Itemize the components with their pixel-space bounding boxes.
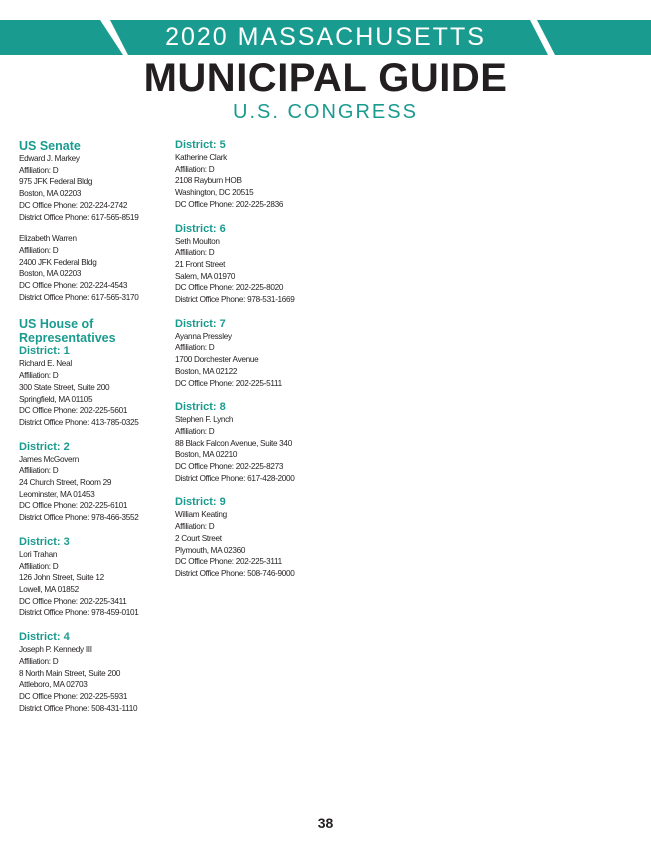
member-dc-phone: DC Office Phone: 202-225-8020 <box>175 283 284 293</box>
member-dc-phone: DC Office Phone: 202-224-4543 <box>19 281 128 291</box>
member-address-line2: Boston, MA 02203 <box>19 189 82 199</box>
district-entry <box>175 223 325 306</box>
member-address-line2: Washington, DC 20515 <box>175 188 254 198</box>
district-entry <box>19 536 169 619</box>
member-name: Katherine Clark <box>175 153 227 162</box>
district-entry <box>19 345 169 428</box>
district-label: District: 3 <box>19 535 70 548</box>
member-dc-phone: DC Office Phone: 202-225-2836 <box>175 199 284 209</box>
district-label: District: 7 <box>175 317 226 330</box>
member-address-line1: 126 John Street, Suite 12 <box>19 573 104 583</box>
member-name: Richard E. Neal <box>19 359 72 369</box>
member-affiliation: Affiliation: D <box>175 522 215 532</box>
district-label: District: 5 <box>175 139 226 151</box>
member-address-line1: 88 Black Falcon Avenue, Suite 340 <box>175 438 292 448</box>
district-entry <box>19 631 169 714</box>
house-heading-line1: US House of <box>19 317 94 332</box>
district-label: District: 9 <box>175 496 226 509</box>
member-address-line1: 2 Court Street <box>175 533 222 543</box>
member-affiliation: Affiliation: D <box>19 371 59 381</box>
district-entry <box>19 441 169 524</box>
page-subtitle: U.S. CONGRESS <box>233 101 418 123</box>
page-title: MUNICIPAL GUIDE <box>143 56 508 100</box>
member-district-phone: District Office Phone: 978-531-1669 <box>175 295 295 305</box>
district-label: District: 2 <box>19 440 70 453</box>
member-dc-phone: DC Office Phone: 202-225-3411 <box>19 596 127 606</box>
member-name: Edward J. Markey <box>19 154 80 163</box>
member-affiliation: Affiliation: D <box>175 164 215 174</box>
member-address-line2: Lowell, MA 01852 <box>19 584 79 594</box>
member-address-line1: 2108 Rayburn HOB <box>175 176 242 186</box>
member-address-line2: Boston, MA 02210 <box>175 450 238 460</box>
member-address-line1: 300 State Street, Suite 200 <box>19 382 110 392</box>
member-name: Seth Moulton <box>175 236 220 246</box>
member-dc-phone: DC Office Phone: 202-225-8273 <box>175 462 284 472</box>
member-district-phone: District Office Phone: 413-785-0325 <box>19 417 139 427</box>
member-name: Lori Trahan <box>19 549 58 559</box>
member-address-line1: 24 Church Street, Room 29 <box>19 478 112 488</box>
member-address-line2: Boston, MA 02122 <box>175 366 238 376</box>
district-label: District: 8 <box>175 401 226 414</box>
member-address-line1: 1700 Dorchester Avenue <box>175 355 259 365</box>
member-name: Stephen F. Lynch <box>175 415 234 425</box>
member-dc-phone: DC Office Phone: 202-225-3111 <box>175 557 282 567</box>
member-affiliation: Affiliation: D <box>19 165 59 175</box>
member-district-phone: District Office Phone: 617-428-2000 <box>175 473 295 483</box>
member-district-phone: District Office Phone: 978-466-3552 <box>19 513 139 523</box>
member-name: William Keating <box>175 510 227 520</box>
member-address-line1: 975 JFK Federal Bldg <box>19 177 93 187</box>
right-column <box>175 139 325 590</box>
member-name: Elizabeth Warren <box>19 234 77 244</box>
district-entry <box>175 139 325 211</box>
district-label: District: 1 <box>19 345 70 358</box>
senator-entry <box>19 233 169 303</box>
member-address-line1: 8 North Main Street, Suite 200 <box>19 668 121 678</box>
member-name: Ayanna Pressley <box>175 331 232 341</box>
left-column <box>19 139 169 724</box>
senate-heading: US Senate <box>19 139 81 153</box>
member-name: Joseph P. Kennedy III <box>19 645 92 655</box>
member-affiliation: Affiliation: D <box>175 343 215 353</box>
banner-title: 2020 MASSACHUSETTS <box>165 23 486 51</box>
district-entry <box>175 496 325 579</box>
member-address-line1: 2400 JFK Federal Bldg <box>19 257 97 267</box>
member-address-line1: 21 Front Street <box>175 259 226 269</box>
member-affiliation: Affiliation: D <box>19 656 59 666</box>
member-district-phone: District Office Phone: 508-746-9000 <box>175 568 295 578</box>
member-address-line2: Salem, MA 01970 <box>175 271 236 281</box>
member-dc-phone: DC Office Phone: 202-225-6101 <box>19 501 128 511</box>
senator-entry <box>19 153 169 223</box>
district-label: District: 6 <box>175 222 226 235</box>
member-affiliation: Affiliation: D <box>19 561 59 571</box>
member-dc-phone: DC Office Phone: 202-225-5601 <box>19 406 128 416</box>
member-address-line2: Attleboro, MA 02703 <box>19 680 88 690</box>
member-district-phone: District Office Phone: 617-565-8519 <box>19 212 139 222</box>
page-number: 38 <box>317 815 334 831</box>
district-label: District: 4 <box>19 631 70 644</box>
member-dc-phone: DC Office Phone: 202-225-5931 <box>19 691 128 701</box>
member-name: James McGovern <box>19 454 79 464</box>
member-address-line2: Springfield, MA 01105 <box>19 394 93 404</box>
member-affiliation: Affiliation: D <box>19 466 59 476</box>
member-district-phone: District Office Phone: 978-459-0101 <box>19 608 139 618</box>
member-address-line2: Boston, MA 02203 <box>19 269 82 279</box>
house-heading-line2: Representatives <box>19 331 116 346</box>
member-district-phone: District Office Phone: 508-431-1110 <box>19 703 138 713</box>
member-address-line2: Plymouth, MA 02360 <box>175 545 246 555</box>
member-dc-phone: DC Office Phone: 202-225-5111 <box>175 378 282 388</box>
member-affiliation: Affiliation: D <box>175 426 215 436</box>
member-affiliation: Affiliation: D <box>175 248 215 258</box>
district-entry <box>175 401 325 484</box>
member-district-phone: District Office Phone: 617-565-3170 <box>19 292 139 302</box>
district-entry <box>175 318 325 390</box>
member-affiliation: Affiliation: D <box>19 245 59 255</box>
member-address-line2: Leominster, MA 01453 <box>19 489 95 499</box>
member-dc-phone: DC Office Phone: 202-224-2742 <box>19 200 128 210</box>
